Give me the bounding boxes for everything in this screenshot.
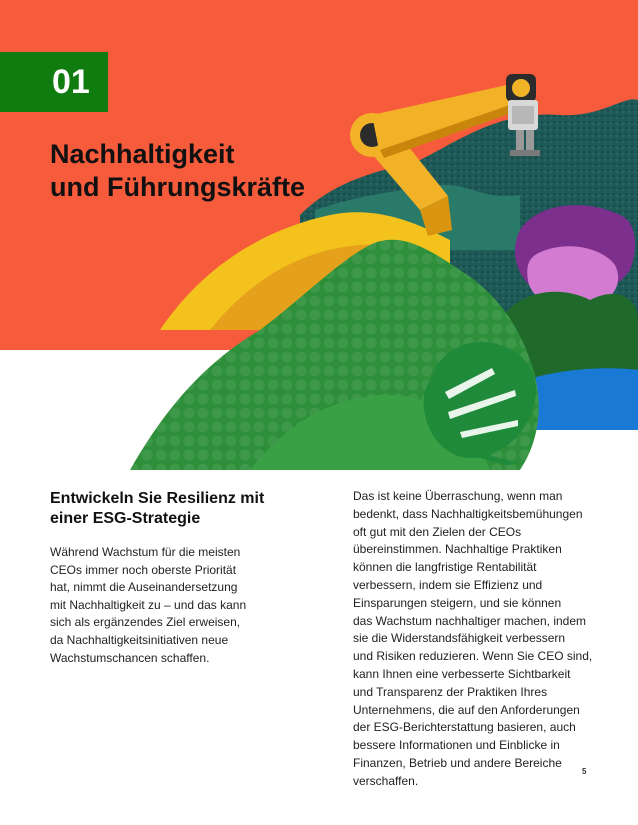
text-line: Während Wachstum für die meisten xyxy=(50,545,241,559)
text-line: der ESG-Berichterstattung basieren, auch xyxy=(353,720,576,735)
text-line: Wachstumschancen schaffen. xyxy=(50,650,210,665)
text-line: Finanzen, Betrieb und andere Bereiche xyxy=(353,755,562,770)
text-line: sie die Widerstandsfähigkeit verbessern xyxy=(353,631,566,646)
text-line: bedenkt, dass Nachhaltigkeitsbemühungen xyxy=(353,506,583,521)
text-line: Einsparungen steigern, und sie können xyxy=(353,595,562,610)
text-line: da Nachhaltigkeitsinitiativen neue xyxy=(50,632,229,647)
page-title-line: und Führungskräfte xyxy=(50,172,305,202)
text-line: übereinstimmen. Nachhaltige Praktiken xyxy=(353,542,562,557)
text-line: oft gut mit den Zielen der CEOs xyxy=(353,524,522,539)
text-line: können die langfristige Rentabilität xyxy=(353,560,537,575)
text-line: und Transparenz der Praktiken Ihres xyxy=(353,684,548,699)
section-heading-line: Entwickeln Sie Resilienz mit xyxy=(50,490,265,507)
intro-paragraph xyxy=(50,544,300,667)
text-line: Unternehmens, die auf den Anforderungen xyxy=(353,702,580,717)
page-number: 5 xyxy=(582,767,587,776)
page-title-line: Nachhaltigkeit xyxy=(50,139,235,169)
chapter-number-badge: 01 xyxy=(0,52,108,112)
text-line: kann Ihnen eine verbesserte Sichtbarkeit xyxy=(353,666,571,681)
text-line: sich als ergänzendes Ziel erweisen, xyxy=(50,615,241,630)
text-line: hat, nimmt die Auseinandersetzung xyxy=(50,580,238,595)
body-paragraph xyxy=(353,488,603,791)
text-line: verschaffen. xyxy=(353,773,419,788)
text-line: und Risiken reduzieren. Wenn Sie CEO sind, xyxy=(353,649,593,664)
text-line: mit Nachhaltigkeit zu – und das kann xyxy=(50,597,247,612)
page-title xyxy=(50,138,350,204)
text-line: das Wachstum nachhaltiger machen, indem xyxy=(353,613,587,628)
text-line: bessere Informationen und Einblicke in xyxy=(353,738,560,753)
section-heading xyxy=(50,489,310,529)
section-heading-line: einer ESG-Strategie xyxy=(50,510,201,527)
text-line: Das ist keine Überraschung, wenn man xyxy=(353,489,563,503)
text-line: verbessern, indem sie Effizienz und xyxy=(353,577,543,592)
text-line: CEOs immer noch oberste Priorität xyxy=(50,562,237,577)
